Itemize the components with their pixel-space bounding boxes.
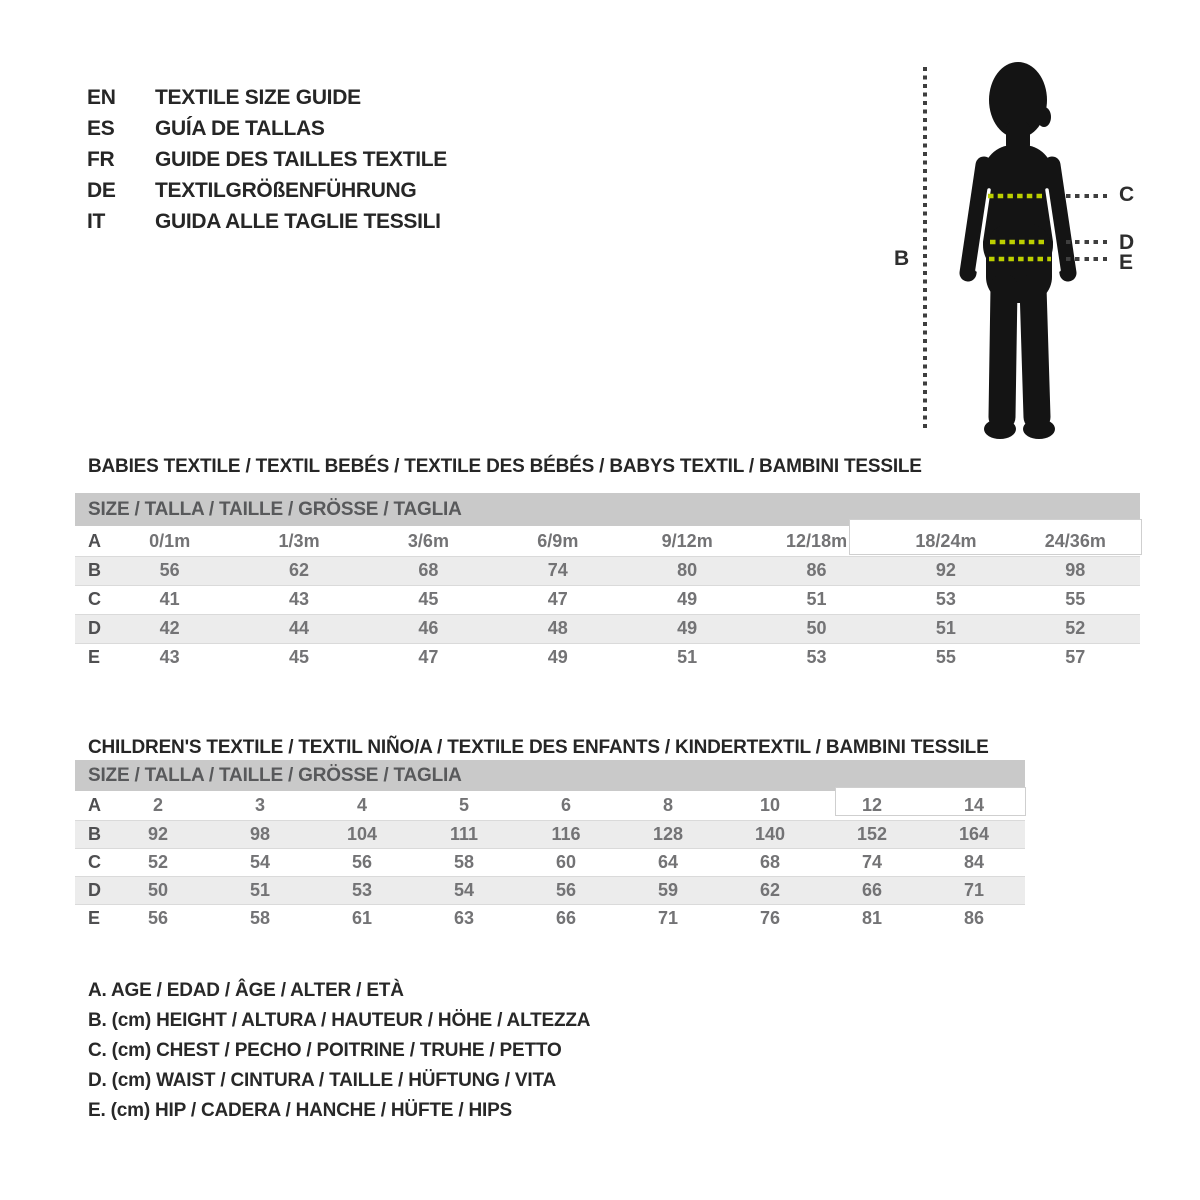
legend-item: B. (cm) HEIGHT / ALTURA / HAUTEUR / HÖHE / ALTEZZA	[88, 1010, 591, 1031]
table-cell: 66	[861, 879, 883, 900]
table-cell: 74	[861, 851, 883, 872]
babies-table-title: BABIES TEXTILE / TEXTIL BEBÉS / TEXTILE DES BÉBÉS / BABYS TEXTIL / BAMBINI TESSILE	[88, 456, 922, 477]
table-cell: 54	[249, 851, 271, 872]
table-cell: 45	[289, 647, 310, 668]
table-cell: 41	[159, 589, 180, 609]
row-label: D	[88, 618, 101, 638]
language-code: IT	[87, 209, 106, 233]
table-cell: 98	[249, 823, 271, 844]
guide-title: TEXTILGRÖßENFÜHRUNG	[155, 178, 417, 202]
table-cell: 58	[453, 851, 475, 872]
legend-item: E. (cm) HIP / CADERA / HANCHE / HÜFTE / HIPS	[88, 1100, 513, 1121]
table-cell: 49	[547, 647, 568, 668]
table-cell: 63	[453, 907, 475, 928]
table-cell: 3/6m	[407, 530, 449, 551]
table-row	[75, 904, 1025, 932]
table-cell: 43	[159, 647, 180, 668]
table-row	[75, 820, 1025, 848]
table-cell: 98	[1065, 560, 1086, 580]
row-label: D	[88, 879, 101, 900]
table-cell: 76	[759, 907, 781, 928]
table-cell: 71	[963, 879, 985, 900]
table-cell: 71	[657, 907, 679, 928]
table-cell: 81	[861, 907, 883, 928]
table-cell: 116	[551, 823, 581, 844]
table-cell: 53	[806, 647, 827, 668]
table-cell: 4	[356, 795, 367, 816]
legend-item: D. (cm) WAIST / CINTURA / TAILLE / HÜFTUNG / VITA	[88, 1070, 556, 1091]
table-cell: 47	[418, 647, 439, 668]
table-row	[75, 643, 1140, 672]
table-cell: 56	[147, 907, 169, 928]
guide-title: TEXTILE SIZE GUIDE	[155, 85, 361, 109]
table-row	[75, 876, 1025, 904]
table-cell: 56	[159, 560, 180, 580]
language-code: FR	[87, 147, 115, 171]
table-cell: 3	[254, 795, 265, 816]
language-title-list	[87, 82, 447, 237]
waist-measure-line	[1066, 240, 1107, 244]
table-cell: 84	[963, 851, 985, 872]
table-cell: 52	[1065, 618, 1086, 638]
table-cell: 86	[963, 907, 985, 928]
size-header-bar: SIZE / TALLA / TAILLE / GRÖSSE / TAGLIA	[75, 760, 1025, 791]
table-cell: 60	[555, 851, 577, 872]
size-header-bar: SIZE / TALLA / TAILLE / GRÖSSE / TAGLIA	[75, 493, 1140, 526]
table-cell: 164	[958, 823, 990, 844]
chest-measure-line	[1066, 194, 1107, 198]
table-cell: 5	[458, 795, 469, 816]
table-row	[75, 556, 1140, 585]
row-label: B	[88, 560, 101, 580]
table-cell: 10	[759, 795, 781, 816]
table-cell: 14	[963, 795, 985, 816]
table-cell: 51	[806, 589, 827, 609]
table-row	[75, 614, 1140, 643]
row-label: B	[88, 823, 101, 844]
table-row	[75, 848, 1025, 876]
table-cell: 56	[351, 851, 373, 872]
table-cell: 59	[657, 879, 679, 900]
table-cell: 53	[351, 879, 373, 900]
table-row	[75, 585, 1140, 614]
language-code: EN	[87, 85, 116, 109]
table-cell: 0/1m	[149, 530, 191, 551]
guide-title: GUÍA DE TALLAS	[155, 116, 325, 140]
table-cell: 49	[677, 589, 698, 609]
table-cell: 54	[453, 879, 475, 900]
hip-label: E	[1119, 251, 1134, 274]
row-label: A	[88, 795, 101, 816]
table-cell: 152	[856, 823, 888, 844]
language-row	[87, 206, 447, 237]
table-cell: 62	[289, 560, 310, 580]
table-cell: 128	[652, 823, 684, 844]
table-cell: 55	[1065, 589, 1086, 609]
table-cell: 9/12m	[661, 530, 713, 551]
table-cell: 12/18m	[786, 530, 848, 551]
table-cell: 50	[147, 879, 169, 900]
row-label: E	[88, 907, 101, 928]
table-cell: 47	[547, 589, 568, 609]
table-cell: 111	[449, 823, 479, 844]
table-cell: 18/24m	[915, 530, 977, 551]
chest-label: C	[1119, 183, 1135, 206]
row-label: A	[88, 530, 101, 551]
table-cell: 49	[677, 618, 698, 638]
table-cell: 66	[555, 907, 577, 928]
table-cell: 51	[935, 618, 956, 638]
table-cell: 6/9m	[537, 530, 579, 551]
hip-measure-line	[1066, 257, 1107, 261]
waist-label: D	[1119, 231, 1135, 254]
table-cell: 50	[806, 618, 827, 638]
height-label: B	[894, 247, 910, 270]
table-cell: 42	[159, 618, 180, 638]
children-table-title: CHILDREN'S TEXTILE / TEXTIL NIÑO/A / TEXTILE DES ENFANTS / KINDERTEXTIL / BAMBINI TESSILE	[88, 737, 989, 758]
table-cell: 8	[662, 795, 673, 816]
row-label: C	[88, 851, 101, 872]
language-row	[87, 82, 447, 113]
table-cell: 92	[935, 560, 956, 580]
legend-item: A. AGE / EDAD / ÂGE / ALTER / ETÀ	[88, 980, 404, 1001]
table-cell: 140	[754, 823, 786, 844]
table-cell: 64	[657, 851, 679, 872]
table-cell: 58	[249, 907, 271, 928]
table-cell: 51	[677, 647, 698, 668]
guide-title: GUIDA ALLE TAGLIE TESSILI	[155, 209, 441, 233]
babies-size-table	[75, 493, 1140, 672]
table-cell: 45	[418, 589, 439, 609]
table-cell: 55	[935, 647, 956, 668]
height-measure-line	[923, 67, 927, 430]
table-cell: 56	[555, 879, 577, 900]
table-cell: 48	[547, 618, 568, 638]
table-cell: 62	[759, 879, 781, 900]
table-cell: 51	[249, 879, 271, 900]
row-label: E	[88, 647, 101, 668]
table-cell: 12	[861, 795, 883, 816]
table-cell: 57	[1065, 647, 1086, 668]
table-cell: 2	[152, 795, 163, 816]
table-cell: 74	[547, 560, 568, 580]
table-cell: 46	[418, 618, 439, 638]
table-cell: 53	[935, 589, 956, 609]
table-cell: 6	[560, 795, 571, 816]
table-cell: 68	[418, 560, 439, 580]
language-row	[87, 113, 447, 144]
table-cell: 86	[806, 560, 827, 580]
table-cell: 1/3m	[278, 530, 320, 551]
legend-item: C. (cm) CHEST / PECHO / POITRINE / TRUHE / PETTO	[88, 1040, 562, 1061]
table-cell: 24/36m	[1044, 530, 1106, 551]
table-cell: 44	[289, 618, 310, 638]
children-size-table	[75, 760, 1025, 932]
guide-title: GUIDE DES TAILLES TEXTILE	[155, 147, 447, 171]
child-silhouette-icon	[947, 55, 1097, 445]
table-cell: 68	[759, 851, 781, 872]
language-code: DE	[87, 178, 116, 202]
table-cell: 52	[147, 851, 169, 872]
table-cell: 104	[346, 823, 378, 844]
language-row	[87, 175, 447, 206]
table-cell: 80	[677, 560, 698, 580]
table-cell: 43	[289, 589, 310, 609]
measurement-legend	[88, 976, 590, 1126]
table-cell: 61	[351, 907, 373, 928]
row-label: C	[88, 589, 101, 609]
language-row	[87, 144, 447, 175]
language-code: ES	[87, 116, 115, 140]
table-cell: 92	[147, 823, 169, 844]
